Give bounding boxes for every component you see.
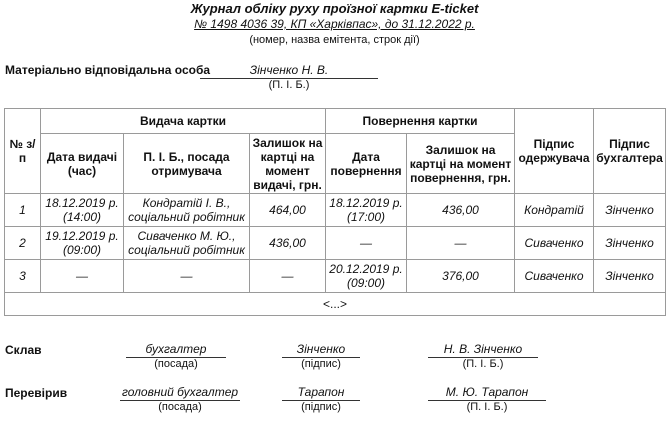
issue-balance: — [250,260,326,293]
checked-label: Перевірив [5,386,68,400]
header-return-group: Повернення картки [326,109,515,134]
checked-signature-caption: (підпис) [301,401,341,413]
header-issue-date: Дата видачі (час) [41,134,124,194]
return-balance: — [407,227,515,260]
header-return-balance: Залишок на картці на момент повернення, грн. [407,134,515,194]
return-balance: 376,00 [407,260,515,293]
composed-name: Н. В. Зінченко [428,342,538,358]
responsible-label: Матеріально відповідальна особа [5,63,211,77]
table-row [5,227,666,260]
responsible-value: Зінченко Н. В. [200,63,378,79]
return-date: 18.12.2019 р. (17:00) [326,194,407,227]
return-date: 20.12.2019 р. (09:00) [326,260,407,293]
header-number: № з/п [5,109,41,194]
more-rows-indicator: <...> [5,293,666,316]
recipient: — [124,260,250,293]
header-recipient-sign: Підпис одержувача [515,109,594,194]
header-accountant-sign: Підпис бухгалтера [594,109,666,194]
composed-position-caption: (посада) [154,358,198,370]
checked-name-caption: (П. І. Б.) [466,401,508,413]
issue-balance: 436,00 [250,227,326,260]
row-number: 2 [5,227,41,260]
accountant-sign: Зінченко [594,194,666,227]
composed-label: Склав [5,343,42,357]
recipient-sign: Сиваченко [515,260,594,293]
return-date: — [326,227,407,260]
checked-position: головний бухгалтер [121,385,239,399]
issue-date: — [41,260,124,293]
checked-signature: Тарапон [282,385,360,401]
issue-date: 18.12.2019 р. (14:00) [41,194,124,227]
return-balance: 436,00 [407,194,515,227]
header-issue-balance: Залишок на картці на момент видачі, грн. [250,134,326,194]
recipient-sign: Кондратій [515,194,594,227]
journal-table [4,108,666,316]
table-row [5,260,666,293]
row-number: 1 [5,194,41,227]
issue-balance: 464,00 [250,194,326,227]
document-subtitle [0,17,669,31]
checked-name: М. Ю. Тарапон [428,385,546,401]
accountant-sign: Зінченко [594,227,666,260]
header-recipient: П. І. Б., посада отримувача [124,134,250,194]
issue-date: 19.12.2019 р. (09:00) [41,227,124,260]
recipient: Сиваченко М. Ю., соціальний робітник [124,227,250,260]
composed-signature-caption: (підпис) [301,358,341,370]
composed-name-caption: (П. І. Б.) [462,358,504,370]
table-row [5,194,666,227]
accountant-sign: Зінченко [594,260,666,293]
subtitle-caption: (номер, назва емітента, строк дії) [249,34,420,46]
document-title: Журнал обліку руху проїзної картки E-ticket [190,1,479,16]
responsible-caption: (П. І. Б.) [268,79,310,91]
composed-signature: Зінченко [282,342,360,358]
composed-position: бухгалтер [126,342,226,358]
row-number: 3 [5,260,41,293]
header-return-date: Дата повернення [326,134,407,194]
header-issue-group: Видача картки [41,109,326,134]
recipient: Кондратій І. В., соціальний робітник [124,194,250,227]
checked-position-caption: (посада) [158,401,202,413]
recipient-sign: Сиваченко [515,227,594,260]
card-details: № 1498 4036 39, КП «Харківпас», до 31.12.2022 р. [194,17,475,31]
